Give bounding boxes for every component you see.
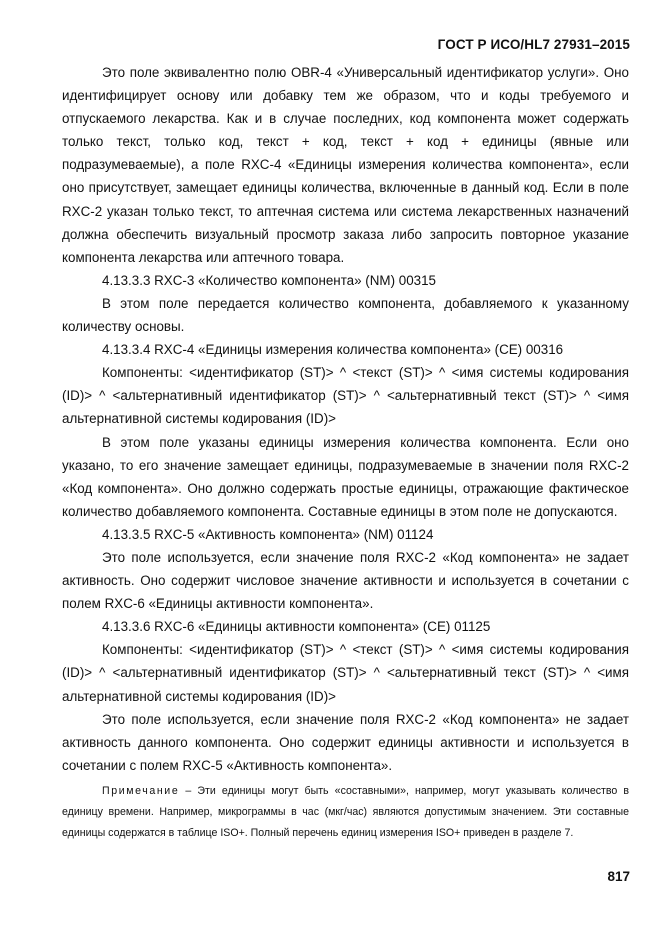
document-body xyxy=(62,61,629,844)
note-label: Примечание xyxy=(102,784,180,797)
standard-header: ГОСТ Р ИСО/HL7 27931–2015 xyxy=(437,37,630,52)
note-text: – Эти единицы могут быть «составными», например, могут указывать количество в единицу времени. Например, микрограммы в час (мкг/час) являются допустимым значением. Эти составные единицы содержатся в таблице ISO+. Полный перечень единиц измерения ISO+ приведен в разделе 7. xyxy=(62,784,629,839)
paragraph-rxc2-description: Это поле эквивалентно полю OBR-4 «Универсальный идентификатор услуги». Оно идентифицирует основу или добавку тем же образом, что и коды требуемого и отпускаемого лекарства. Как и в случае последних, код компонента может содержать только текст, только код, текст + код, текст + код + единицы (явные или подразумеваемые), а поле RXC-4 «Единицы измерения количества компонента», если оно присутствует, замещает единицы количества, включенные в данный код. Если в поле RXC-2 указан только текст, то аптечная система или система лекарственных назначений должна обеспечить визуальный просмотр заказа либо запросить повторное указание компонента лекарства или аптечного товара. xyxy=(62,65,629,265)
section-heading-4-13-3-5: 4.13.3.5 RXC-5 «Активность компонента» (NM) 01124 xyxy=(102,526,434,542)
section-heading-4-13-3-3: 4.13.3.3 RXC-3 «Количество компонента» (NM) 00315 xyxy=(102,272,436,288)
paragraph-rxc6-components: Компоненты: <идентификатор (ST)> ^ <текст (ST)> ^ <имя системы кодирования (ID)> ^ <альтернативный идентификатор (ST)> ^ <альтернативный текст (ST)> ^ <имя альтернативной системы кодирования (ID)> xyxy=(62,642,629,704)
page-number: 817 xyxy=(607,869,630,884)
note xyxy=(62,781,629,844)
paragraph-rxc4-components: Компоненты: <идентификатор (ST)> ^ <текст (ST)> ^ <имя системы кодирования (ID)> ^ <альтернативный идентификатор (ST)> ^ <альтернативный текст (ST)> ^ <имя альтернативной системы кодирования (ID)> xyxy=(62,365,629,427)
paragraph-rxc6-description: Это поле используется, если значение поля RXC-2 «Код компонента» не задает активность данного компонента. Оно содержит единицы активности и используется в сочетании с полем RXC-5 «Активность компонента». xyxy=(62,711,629,773)
paragraph-rxc4-description: В этом поле указаны единицы измерения количества компонента. Если оно указано, то его значение замещает единицы, подразумеваемые в значении поля RXC-2 «Код компонента». Оно должно содержать простые единицы, отражающие фактическое количество добавляемого компонента. Составные единицы в этом поле не допускаются. xyxy=(62,434,629,519)
paragraph-rxc3-description: В этом поле передается количество компонента, добавляемого к указанному количеству основы. xyxy=(62,295,629,335)
section-heading-4-13-3-4: 4.13.3.4 RXC-4 «Единицы измерения количества компонента» (CE) 00316 xyxy=(102,342,564,358)
section-heading-4-13-3-6: 4.13.3.6 RXC-6 «Единицы активности компонента» (CE) 01125 xyxy=(102,619,491,635)
paragraph-rxc5-description: Это поле используется, если значение поля RXC-2 «Код компонента» не задает активность. Оно содержит числовое значение активности и используется в сочетании с полем RXC-6 «Единицы активности компонента». xyxy=(62,549,629,612)
